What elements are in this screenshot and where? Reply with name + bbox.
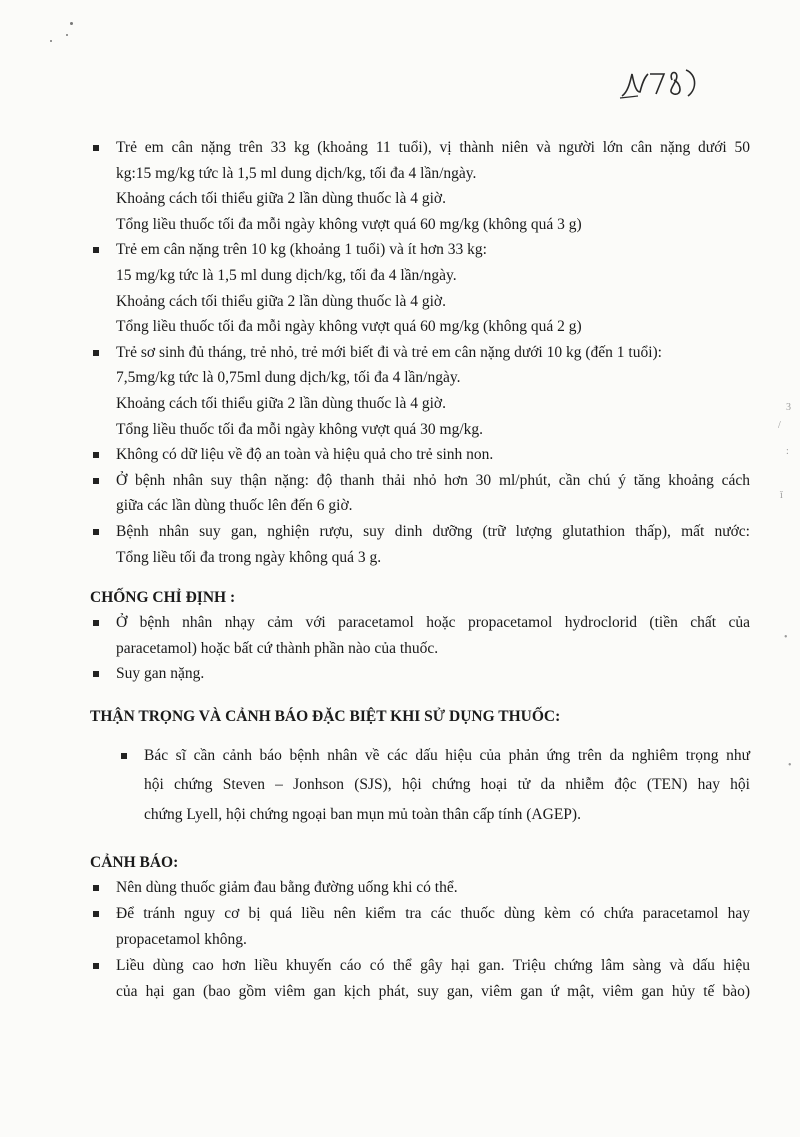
text-line: Liều dùng cao hơn liều khuyến cáo có thể gây hại gan. Triệu chứng lâm sàng và dấu hiệu <box>116 956 750 974</box>
text-line: giữa các lần dùng thuốc lên đến 6 giờ. <box>116 497 353 515</box>
text-line: Tổng liều thuốc tối đa mỗi ngày không vượt quá 60 mg/kg (không quá 2 g) <box>116 318 582 336</box>
list-item <box>90 340 750 442</box>
list-item <box>90 610 750 661</box>
bullet <box>93 620 99 626</box>
stamp-fragment: 3 <box>786 402 791 413</box>
scan-speck <box>50 40 52 42</box>
stamp-fragment: / <box>778 420 781 431</box>
text-line: Để tránh nguy cơ bị quá liều nên kiểm tra các thuốc dùng kèm có chứa paracetamol hay <box>116 905 750 923</box>
text-line: 15 mg/kg tức là 1,5 ml dung dịch/kg, tối đa 4 lần/ngày. <box>116 266 457 284</box>
text-line: của hại gan (bao gồm viêm gan kịch phát, suy gan, viêm gan ứ mật, viêm gan hủy tế bào) <box>116 982 750 1000</box>
list-item <box>90 237 750 339</box>
text-line: Trẻ em cân nặng trên 33 kg (khoảng 11 tuổi), vị thành niên và người lớn cân nặng dưới 50 <box>116 139 750 156</box>
stamp-fragment: • <box>788 760 792 771</box>
text-line: Không có dữ liệu về độ an toàn và hiệu quả cho trẻ sinh non. <box>116 446 494 464</box>
text-line: propacetamol không. <box>116 930 247 948</box>
bullet <box>93 247 99 253</box>
text-line: Khoảng cách tối thiểu giữa 2 lần dùng thuốc là 4 giờ. <box>116 394 446 412</box>
bullet <box>93 350 99 356</box>
text-line: Suy gan nặng. <box>116 665 205 683</box>
list-item <box>90 442 750 468</box>
scan-speck <box>66 34 68 36</box>
bullet <box>121 753 127 759</box>
text-line: Trẻ em cân nặng trên 10 kg (khoảng 1 tuổi) và ít hơn 33 kg: <box>116 241 487 259</box>
text-line: kg:15 mg/kg tức là 1,5 ml dung dịch/kg, tối đa 4 lần/ngày. <box>116 164 477 182</box>
scan-speck <box>70 22 73 25</box>
list-item <box>90 953 750 1005</box>
section-heading-precautions: THẬN TRỌNG VÀ CẢNH BÁO ĐẶC BIỆT KHI SỬ DỤNG THUỐC: <box>90 707 561 725</box>
text-line: paracetamol) hoặc bất cứ thành phần nào của thuốc. <box>116 639 439 657</box>
text-line: Nên dùng thuốc giảm đau bằng đường uống khi có thể. <box>116 879 458 897</box>
text-line: Tổng liều thuốc tối đa mỗi ngày không vượt quá 30 mg/kg. <box>116 420 484 438</box>
section-heading-warnings: CẢNH BÁO: <box>90 854 179 872</box>
list-item <box>118 741 750 830</box>
text-line: Tổng liều thuốc tối đa mỗi ngày không vượt quá 60 mg/kg (không quá 3 g) <box>116 215 582 233</box>
bullet <box>93 529 99 535</box>
bullet <box>93 478 99 484</box>
bullet <box>93 452 99 458</box>
handwritten-mark <box>618 62 708 104</box>
text-line: Khoảng cách tối thiểu giữa 2 lần dùng thuốc là 4 giờ. <box>116 190 446 208</box>
list-item <box>90 901 750 953</box>
bullet <box>93 671 99 677</box>
list-item <box>90 135 750 237</box>
text-line: chứng Lyell, hội chứng ngoại ban mụn mủ toàn thân cấp tính (AGEP). <box>144 805 581 823</box>
text-line: Tổng liều tối đa trong ngày không quá 3 g. <box>116 548 382 566</box>
text-line: 7,5mg/kg tức là 0,75ml dung dịch/kg, tối đa 4 lần/ngày. <box>116 369 461 387</box>
text-line: Ở bệnh nhân nhạy cảm với paracetamol hoặc propacetamol hydroclorid (tiền chất của <box>116 614 750 632</box>
list-item <box>90 468 750 519</box>
list-item <box>90 875 750 901</box>
text-line: Bác sĩ cần cảnh báo bệnh nhân về các dấu hiệu của phản ứng trên da nghiêm trọng như <box>144 746 750 764</box>
document-body <box>90 135 750 1004</box>
text-line: Trẻ sơ sinh đủ tháng, trẻ nhỏ, trẻ mới biết đi và trẻ em cân nặng dưới 10 kg (đến 1 tuổi): <box>116 343 662 361</box>
text-line: Khoảng cách tối thiểu giữa 2 lần dùng thuốc là 4 giờ. <box>116 292 446 310</box>
stamp-fragment: • <box>784 632 788 643</box>
bullet <box>93 885 99 891</box>
list-item <box>90 519 750 570</box>
list-item <box>90 661 750 687</box>
section-heading-contraindications: CHỐNG CHỈ ĐỊNH : <box>90 589 236 607</box>
bullet <box>93 911 99 917</box>
stamp-fragment: : <box>786 446 789 457</box>
text-line: hội chứng Steven – Jonhson (SJS), hội chứng hoại tử da nhiễm độc (TEN) hay hội <box>144 776 750 794</box>
bullet <box>93 145 99 151</box>
text-line: Bệnh nhân suy gan, nghiện rượu, suy dinh dưỡng (trữ lượng glutathion thấp), mất nước: <box>116 522 750 540</box>
stamp-fragment: ǐ <box>780 490 783 501</box>
text-line: Ở bệnh nhân suy thận nặng: độ thanh thải nhỏ hơn 30 ml/phút, cần chú ý tăng khoảng cách <box>116 471 750 489</box>
bullet <box>93 963 99 969</box>
